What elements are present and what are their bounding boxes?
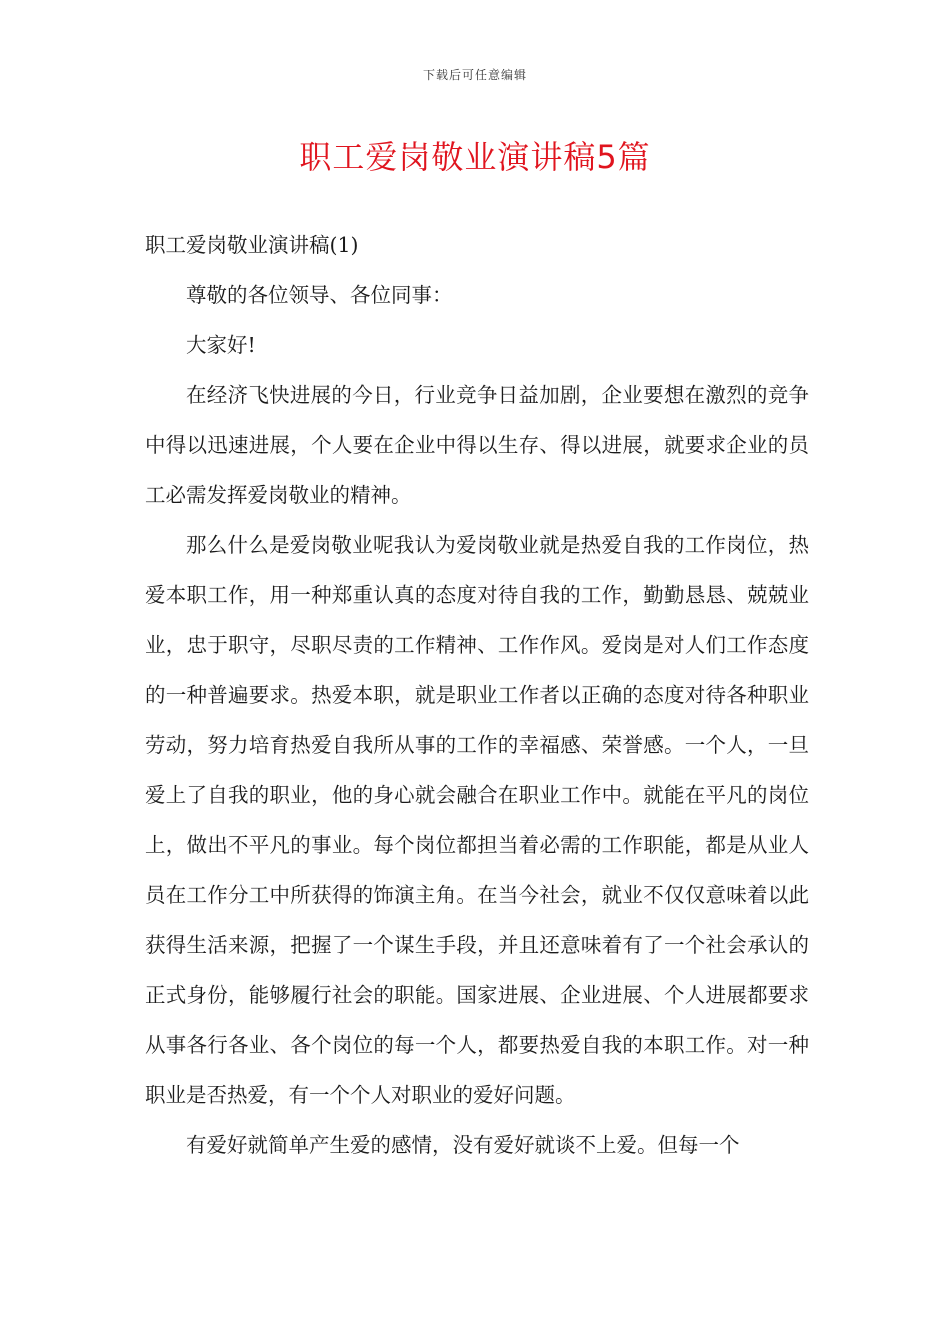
header-note: 下载后可任意编辑 <box>422 68 527 82</box>
body-paragraph: 有爱好就简单产生爱的感情，没有爱好就谈不上爱。但每一个 <box>186 1133 740 1157</box>
greeting-paragraph: 大家好! <box>186 333 256 357</box>
salutation-paragraph: 尊敬的各位领导、各位同事： <box>186 283 453 307</box>
body-paragraph: 在经济飞快进展的今日，行业竞争日益加剧，企业要想在激烈的竞争中得以迅速进展，个人要在企业中得以生存、得以进展，就要求企业的员工必需发挥爱岗敬业的精神。 <box>145 383 809 507</box>
section-heading: 职工爱岗敬业演讲稿(1) <box>145 233 359 257</box>
document-title: 职工爱岗敬业演讲稿5篇 <box>299 138 651 176</box>
document-body <box>145 220 809 1170</box>
body-paragraph: 那么什么是爱岗敬业呢我认为爱岗敬业就是热爱自我的工作岗位，热爱本职工作，用一种郑重认真的态度对待自我的工作，勤勤恳恳、兢兢业业，忠于职守，尽职尽责的工作精神、工作作风。爱岗是对人们工作态度的一种普遍要求。热爱本职，就是职业工作者以正确的态度对待各种职业劳动，努力培育热爱自我所从事的工作的幸福感、荣誉感。一个人，一旦爱上了自我的职业，他的身心就会融合在职业工作中。就能在平凡的岗位上，做出不平凡的事业。每个岗位都担当着必需的工作职能，都是从业人员在工作分工中所获得的饰演主角。在当今社会，就业不仅仅意味着以此获得生活来源，把握了一个谋生手段，并且还意味着有了一个社会承认的正式身份，能够履行社会的职能。国家进展、企业进展、个人进展都要求从事各行各业、各个岗位的每一个人，都要热爱自我的本职工作。对一种职业是否热爱，有一个个人对职业的爱好问题。 <box>145 533 809 1107</box>
